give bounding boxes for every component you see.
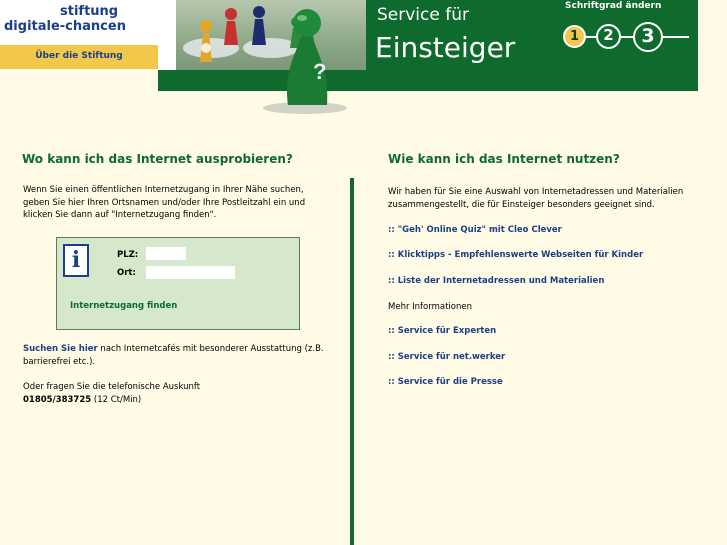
left-column-heading: Wo kann ich das Internet ausprobieren?	[22, 152, 293, 166]
info-icon	[63, 244, 89, 277]
font-size-3-button[interactable]: 3	[633, 22, 663, 52]
phone-price: (12 Ct/Min)	[91, 394, 142, 405]
phone-number: 01805/383725	[23, 394, 92, 405]
font-size-connector	[663, 36, 689, 38]
press-link[interactable]: :: Service für die Presse	[388, 377, 503, 387]
ort-label: Ort:	[117, 268, 136, 278]
more-info-label: Mehr Informationen	[388, 302, 472, 312]
search-paragraph	[23, 343, 333, 368]
experts-link[interactable]: :: Service für Experten	[388, 326, 497, 336]
networker-link[interactable]: :: Service für net.werker	[388, 352, 506, 362]
right-column-heading: Wie kann ich das Internet nutzen?	[388, 152, 620, 166]
search-here-link[interactable]: Suchen Sie hier	[23, 344, 98, 354]
find-access-button[interactable]: Internetzugang finden	[70, 301, 178, 311]
header-spacer	[158, 0, 176, 70]
search-description: nach Internetcafés mit besonderer Ausstattung (z.B. barrierefrei etc.).	[23, 344, 324, 367]
font-size-connector	[586, 36, 596, 38]
access-search-form	[56, 237, 300, 330]
logo[interactable]	[0, 0, 158, 45]
right-intro-text: Wir haben für Sie eine Auswahl von Internetadressen und Materialien zusammengestellt, die für Einsteiger besonders geeignet sind.	[388, 187, 684, 210]
font-size-connector	[621, 36, 633, 38]
about-bar	[0, 45, 158, 69]
klicktipps-link[interactable]: :: Klicktipps - Empfehlenswerte Webseiten für Kinder	[388, 250, 644, 260]
pawn-question-mark: ?	[313, 59, 327, 84]
about-link[interactable]: Über die Stiftung	[35, 51, 123, 61]
quiz-link[interactable]: :: "Geh' Online Quiz" mit Cleo Clever	[388, 225, 562, 235]
page-header	[0, 0, 727, 95]
font-size-label: Schriftgrad ändern	[565, 1, 662, 11]
logo-text-stiftung: stiftung	[60, 4, 119, 19]
phone-text: Oder fragen Sie die telefonische Auskunft	[23, 382, 201, 392]
info-icon-letter: i	[71, 247, 81, 273]
left-intro-text: Wenn Sie einen öffentlichen Internetzugang in Ihrer Nähe suchen, geben Sie hier Ihren Ortsnamen und/oder Ihre Postleitzahl ein und klicken Sie dann auf "Internetzugang finden".	[23, 185, 306, 220]
font-size-2-button[interactable]: 2	[596, 24, 621, 49]
header-title-big: Einsteiger	[375, 31, 516, 64]
font-size-1-button[interactable]: 1	[563, 25, 586, 48]
green-pawn-question-icon	[255, 5, 355, 115]
plz-input[interactable]	[146, 247, 186, 260]
logo-text-digitale-chancen: digitale-chancen	[4, 19, 126, 34]
column-divider	[350, 178, 354, 545]
phone-paragraph	[23, 381, 333, 406]
plz-label: PLZ:	[117, 250, 139, 260]
header-title-small: Service für	[377, 5, 469, 25]
ort-input[interactable]	[146, 266, 235, 279]
phone-line	[23, 394, 333, 407]
address-list-link[interactable]: :: Liste der Internetadressen und Materialien	[388, 276, 605, 286]
